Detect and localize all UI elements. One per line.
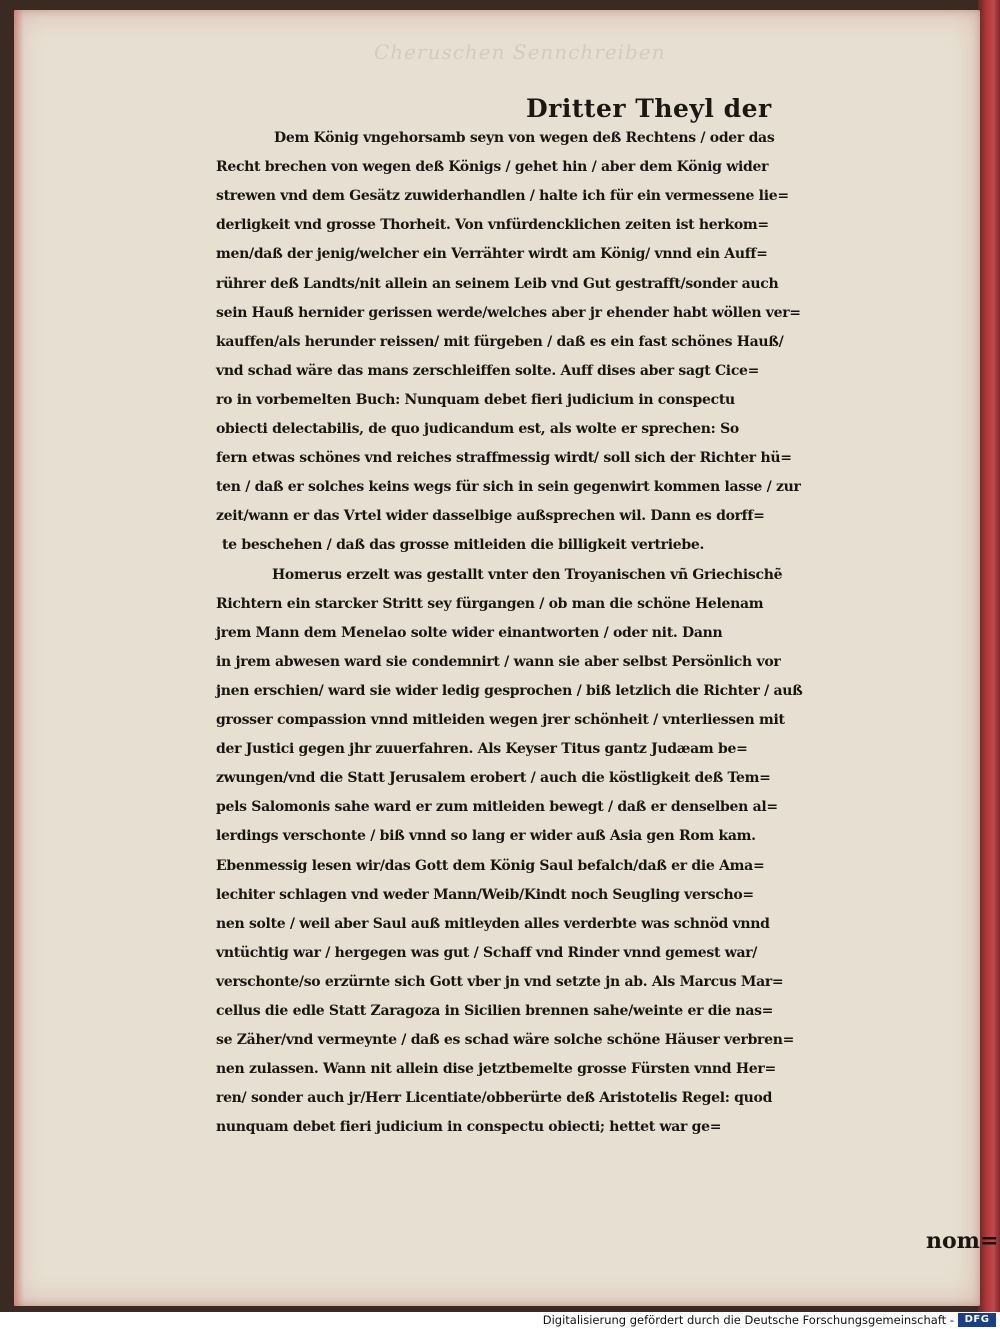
text-line: fern etwas schönes vnd reiches straffmessig wirdt/ soll sich der Richter hü= [216,450,792,467]
text-line: grosser compassion vnnd mitleiden wegen jrer schönheit / vnterliessen mit [216,712,785,728]
dfg-logo: DFG [958,1313,996,1327]
text-line: jnen erschien/ ward sie wider ledig gesprochen / biß letzlich die Richter / auß [216,682,803,699]
show-through-text: Cheruschen Sennchreiben [374,40,666,64]
text-line: pels Salomonis sahe ward er zum mitleiden bewegt / daß er denselben al= [216,799,778,816]
text-line: nen solte / weil aber Saul auß mitleyden alles verderbte was schnöd vnnd [216,915,770,932]
text-line: lerdings verschonte / biß vnnd so lang er wider auß Asia gen Rom kam. [216,828,756,845]
text-line: zwungen/vnd die Statt Jerusalem erobert / auch die köstligkeit deß Tem= [216,770,771,787]
text-line: jrem Mann dem Menelao solte wider einantworten / oder nit. Dann [216,624,723,641]
text-line: rührer deß Landts/nit allein an seinem Leib vnd Gut gestrafft/sonder auch [216,275,779,292]
text-line: sein Hauß hernider gerissen werde/welches aber jr ehender habt wöllen ver= [216,304,801,321]
text-line: vntüchtig war / hergegen was gut / Schaff vnd Rinder vnnd gemest war/ [216,944,758,961]
text-line: vnd schad wäre das mans zerschleiffen solte. Auff dises aber sagt Cice= [216,362,760,379]
book-page [14,10,999,1306]
text-line: derligkeit vnd grosse Thorheit. Von vnfürdencklichen zeiten ist herkom= [216,217,769,234]
text-line: kauffen/als herunder reissen/ mit fürgeben / daß es ein fast schönes Hauß/ [216,333,784,350]
text-line: nen zulassen. Wann nit allein dise jetztbemelte grosse Fürsten vnnd Her= [216,1061,776,1078]
footer-bar [0,1312,1000,1329]
text-line: Dem König vngehorsamb seyn von wegen deß Rechtens / oder das [274,130,775,146]
funding-notice: Digitalisierung gefördert durch die Deutsche Forschungsgemeinschaft - [542,1313,954,1327]
text-line: Ebenmessig lesen wir/das Gott dem König Saul befalch/daß er die Ama= [216,857,765,874]
text-line: cellus die edle Statt Zaragoza in Sicilien brennen sahe/weinte er die nas= [216,1003,774,1019]
text-line: ro in vorbemelten Buch: Nunquam debet fieri judicium in conspectu [216,391,735,408]
text-line: te beschehen / daß das grosse mitleiden die billigkeit vertriebe. [222,537,705,554]
text-line: Homerus erzelt was gestallt vnter den Troyanischen vñ Griechischẽ [272,566,783,583]
text-line: der Justici gegen jhr zuuerfahren. Als Keyser Titus gantz Judæam be= [216,741,748,758]
text-line: men/daß der jenig/welcher ein Verrähter wirdt am König/ vnnd ein Auff= [216,246,768,263]
text-line: lechiter schlagen vnd weder Mann/Weib/Kindt noch Seugling verscho= [216,886,754,903]
text-line: zeit/wann er das Vrtel wider dasselbige außsprechen wil. Dann es dorff= [216,508,765,525]
text-line: verschonte/so erzürnte sich Gott vber jn vnd setzte jn ab. Als Marcus Mar= [216,973,784,990]
text-line: obiecti delectabilis, de quo judicandum est, als wolte er sprechen: So [216,421,739,437]
catchword: nom= [926,1228,999,1254]
text-line: ren/ sonder auch jr/Herr Licentiate/obberürte deß Aristotelis Regel: quod [216,1090,773,1107]
text-line: in jrem abwesen ward sie condemnirt / wann sie aber selbst Persönlich vor [216,653,781,670]
text-line: ten / daß er solches keins wegs für sich in sein gegenwirt kommen lasse / zur [216,479,801,496]
text-line: Recht brechen von wegen deß Königs / gehet hin / aber dem König wider [216,159,769,176]
text-line: se Zäher/vnd vermeynte / daß es schad wäre solche schöne Häuser verbren= [216,1032,795,1049]
text-line: nunquam debet fieri judicium in conspectu obiecti; hettet war ge= [216,1119,722,1136]
text-line: Richtern ein starcker Stritt sey fürgangen / ob man die schöne Helenam [216,595,764,612]
running-head: Dritter Theyl der [526,94,772,123]
text-line: strewen vnd dem Gesätz zuwiderhandlen / halte ich für ein vermessene lie= [216,188,789,205]
